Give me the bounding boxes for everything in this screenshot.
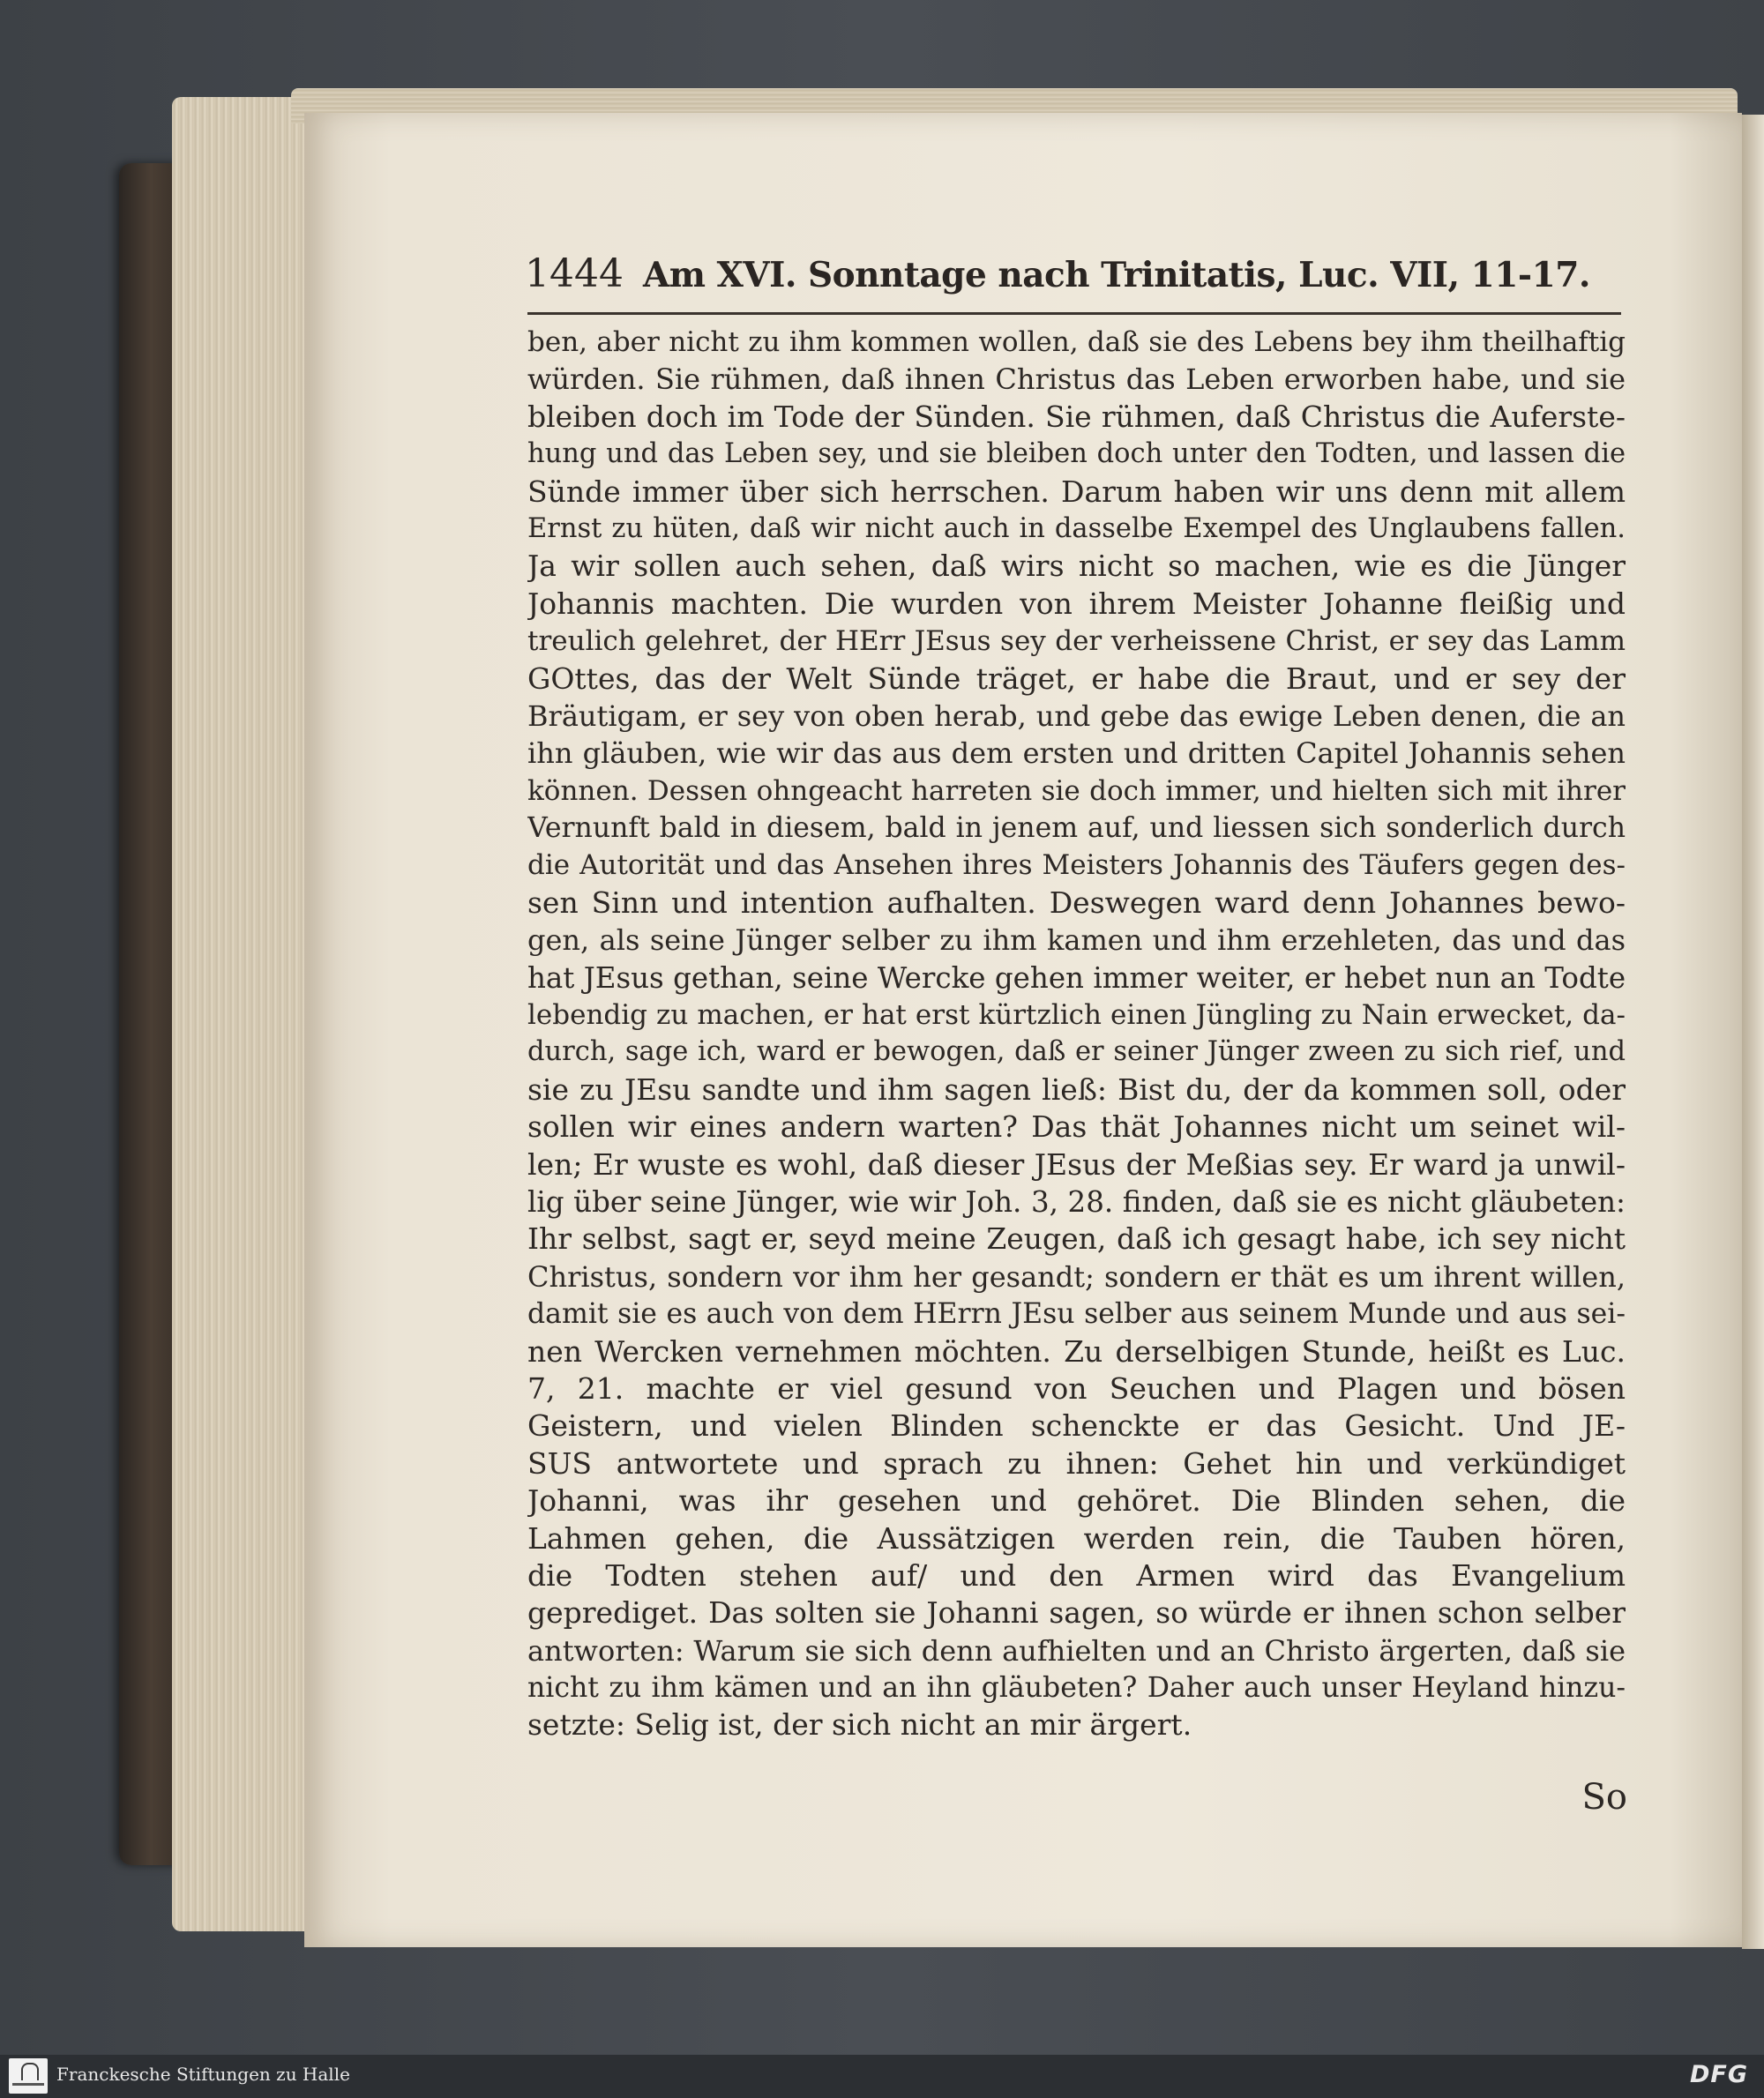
text-line: gen, als seine Jünger selber zu ihm kamen und ihm erzehleten, das und das <box>527 923 1626 958</box>
text-line: SUS antwortete und sprach zu ihnen: Gehet hin und verkündiget <box>527 1445 1626 1481</box>
logo-underline <box>12 2083 44 2086</box>
text-line: sie zu JEsu sandte und ihm sagen ließ: Bist du, der da kommen soll, oder <box>527 1071 1626 1107</box>
page-number: 1444 <box>525 251 624 296</box>
text-line: len; Er wuste es wohl, daß dieser JEsus der Meßias sey. Er ward ja unwil- <box>527 1146 1626 1182</box>
text-line: setzte: Selig ist, der sich nicht an mir ärgert. <box>527 1707 1192 1743</box>
text-line: hat JEsus gethan, seine Wercke gehen immer weiter, er hebet nun an Todte <box>527 960 1626 995</box>
facing-page-edge <box>1742 115 1764 1949</box>
text-line: nen Wercken vernehmen möchten. Zu derselbigen Stunde, heißt es Luc. <box>527 1333 1626 1369</box>
text-line: geprediget. Das solten sie Johanni sagen, so würde er ihnen schon selber <box>527 1595 1626 1631</box>
text-line: Bräutigam, er sey von oben herab, und gebe das ewige Leben denen, die an <box>527 698 1626 733</box>
text-line: 7, 21. machte er viel gesund von Seuchen und Plagen und bösen <box>527 1370 1626 1406</box>
text-line: die Autorität und das Ansehen ihres Meisters Johannis des Täufers gegen des- <box>527 849 1626 882</box>
institution-logo-icon[interactable] <box>9 2058 48 2094</box>
header-rule <box>527 312 1621 315</box>
text-line: sen Sinn und intention aufhalten. Deswegen ward denn Johannes bewo- <box>527 885 1626 920</box>
text-line: Ja wir sollen auch sehen, daß wirs nicht so machen, wie es die Jünger <box>527 549 1626 584</box>
text-line: Geistern, und vielen Blinden schenckte er das Gesicht. Und JE- <box>527 1408 1626 1444</box>
text-line: können. Dessen ohngeacht harreten sie doch immer, und hielten sich mit ihrer <box>527 774 1626 807</box>
text-line: Lahmen gehen, die Aussätzigen werden rein, die Tauben hören, <box>527 1520 1626 1556</box>
text-line: ihn gläuben, wie wir das aus dem ersten und dritten Capitel Johannis sehen <box>527 736 1626 771</box>
text-line: Ernst zu hüten, daß wir nicht auch in dasselbe Exempel des Unglaubens fallen. <box>527 512 1626 544</box>
text-line: sollen wir eines andern warten? Das thät Johannes nicht um seinet wil- <box>527 1109 1626 1145</box>
text-line: hung und das Leben sey, und sie bleiben doch unter den Todten, und lassen die <box>527 438 1626 470</box>
text-line: Johannis machten. Die wurden von ihrem Meister Johanne fleißig und <box>527 586 1626 621</box>
logo-arch-mark <box>21 2063 39 2080</box>
text-line: lebendig zu machen, er hat erst kürtzlich einen Jüngling zu Nain erwecket, da- <box>527 999 1626 1032</box>
text-line: nicht zu ihm kämen und an ihn gläubeten? Daher auch unser Heyland hinzu- <box>527 1672 1626 1705</box>
text-line: durch, sage ich, ward er bewogen, daß er seiner Jünger zween zu sich rief, und <box>527 1036 1626 1068</box>
text-line: damit sie es auch von dem HErrn JEsu selber aus seinem Munde und aus sei- <box>527 1298 1626 1331</box>
body-text <box>527 324 1626 1744</box>
text-line: Vernunft bald in diesem, bald in jenem auf, und liessen sich sonderlich durch <box>527 812 1626 845</box>
page-edges <box>172 97 313 1931</box>
text-line: Ihr selbst, sagt er, seyd meine Zeugen, daß ich gesagt habe, ich sey nicht <box>527 1221 1626 1257</box>
text-line: ben, aber nicht zu ihm kommen wollen, daß sie des Lebens bey ihm theilhaftig <box>527 326 1626 358</box>
text-line: die Todten stehen auf/ und den Armen wird das Evangelium <box>527 1557 1626 1593</box>
text-line: bleiben doch im Tode der Sünden. Sie rühmen, daß Christus die Auferste- <box>527 399 1626 434</box>
institution-name[interactable]: Franckesche Stiftungen zu Halle <box>56 2064 350 2085</box>
dfg-logo[interactable]: DFG <box>1689 2061 1748 2088</box>
running-title: Am XVI. Sonntage nach Trinitatis, Luc. VII, 11-17. <box>642 255 1590 295</box>
text-line: Sünde immer über sich herrschen. Darum haben wir uns denn mit allem <box>527 474 1626 509</box>
page-header <box>525 249 1592 300</box>
text-line: treulich gelehret, der HErr JEsus sey der verheissene Christ, er sey das Lamm <box>527 625 1626 658</box>
text-line: GOttes, das der Welt Sünde träget, er habe die Braut, und er sey der <box>527 661 1626 696</box>
catchword: So <box>1581 1777 1627 1818</box>
text-line: antworten: Warum sie sich denn aufhielten und an Christo ärgerten, daß sie <box>527 1633 1626 1668</box>
text-line: Christus, sondern vor ihm her gesandt; sondern er thät es um ihrent willen, <box>527 1259 1626 1294</box>
text-line: würden. Sie rühmen, daß ihnen Christus das Leben erworben habe, und sie <box>527 362 1626 397</box>
text-line: Johanni, was ihr gesehen und gehöret. Die Blinden sehen, die <box>527 1483 1626 1519</box>
text-line: lig über seine Jünger, wie wir Joh. 3, 28. finden, daß sie es nicht gläubeten: <box>527 1184 1626 1219</box>
